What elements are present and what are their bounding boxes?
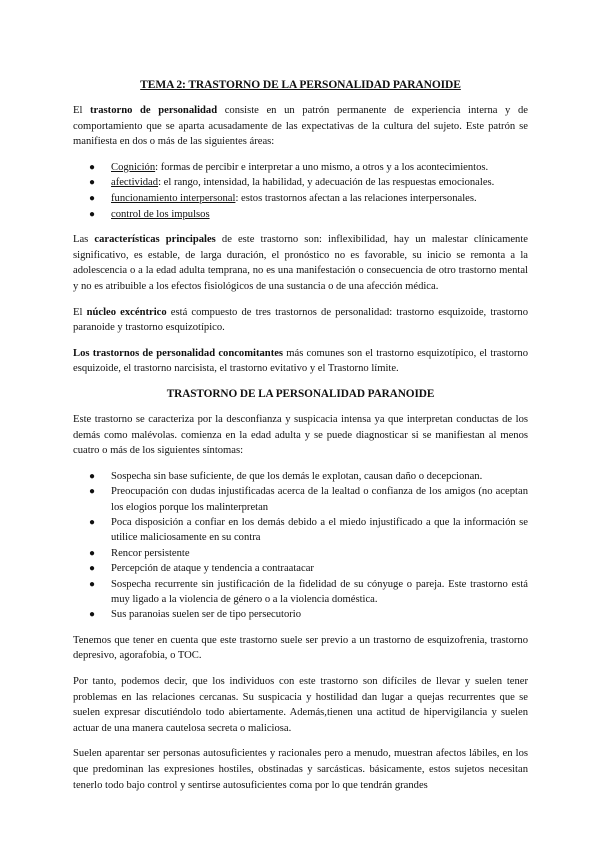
section-title: TRASTORNO DE LA PERSONALIDAD PARANOIDE bbox=[166, 387, 435, 400]
list-item: ● Preocupación con dudas injustificadas acerca de la lealtad o confianza de los amigos (no aceptan los elogios porque los malinterpretan bbox=[89, 486, 528, 513]
bullet-icon: ● bbox=[89, 470, 96, 482]
list-item: ● Rencor persistente bbox=[73, 546, 528, 561]
list-item: ● Sus paranoias suelen ser de tipo persecutorio bbox=[73, 607, 528, 622]
bullet-icon: ● bbox=[89, 486, 96, 498]
areas-list bbox=[73, 160, 528, 222]
list-item: ● afectividad: el rango, intensidad, la habilidad, y adecuación de las respuestas emocionales. bbox=[73, 175, 528, 191]
portanto-paragraph: Por tanto, podemos decir, que los individuos con este trastorno son difíciles de llevar y suelen tener problemas en las relaciones cercanas. Su suspicacia y hostilidad dan lugar a quejas recurrentes que se suelen expresar discutiéndolo todo abiertamente. Además,tienen una actitud de hipervigilancia y suelen actuar de una manera cautelosa secreta o maliciosa. bbox=[73, 675, 528, 734]
eccentric-paragraph: El núcleo excéntrico está compuesto de tres trastornos de personalidad: trastorno esquizoide, trastorno paranoide y trastorno esquizotípico. bbox=[73, 306, 528, 334]
suelen-paragraph: Suelen aparentar ser personas autosuficientes y racionales pero a menudo, muestran afectos lábiles, en los que predominan las expresiones hostiles, obstinadas y sarcásticas. básicamente, estos sujetos necesitan tenerlo todo bajo control y sentirse autosuficientes coma por lo que tendrán grandes bbox=[73, 748, 528, 791]
symptoms-list bbox=[73, 469, 528, 623]
bullet-icon: ● bbox=[89, 563, 96, 575]
list-item: ● Poca disposición a confiar en los demás debido a el miedo injustificado a que la información se utilice maliciosamente en su contra bbox=[89, 516, 528, 544]
bullet-icon: ● bbox=[89, 609, 96, 621]
intro-paragraph: El trastorno de personalidad consiste en un patrón permanente de experiencia interna y de comportamiento que se aparta acusadamente de las expectativas de la cultura del sujeto. Este patrón se manifiesta en dos o más de las siguientes áreas: bbox=[73, 105, 528, 148]
document-body bbox=[73, 78, 528, 803]
tenemos-paragraph: Tenemos que tener en cuenta que este trastorno suele ser previo a un trastorno de esquizofrenia, trastorno depresivo, agorafobia, o TOC. bbox=[73, 634, 528, 662]
bullet-icon: ● bbox=[89, 547, 96, 559]
characteristics-paragraph: Las características principales de este trastorno son: inflexibilidad, hay un malestar clínicamente significativo, es estable, de larga duración, el pronóstico no es favorable, su inicio se remonta a la adolescencia o a la edad adulta temprana, no es una manifestación o consecuencia de otro trastorno mental y no es atribuible a los efectos fisiológicos de una sustancia o de una afección médica. bbox=[73, 234, 528, 292]
term-trastorno-personalidad: trastorno de personalidad bbox=[90, 105, 218, 116]
list-item: ● Sospecha recurrente sin justificación de la fidelidad de su cónyuge o pareja. Este trastorno está muy ligado a la violencia de género o a la violencia doméstica. bbox=[89, 578, 528, 605]
bullet-icon: ● bbox=[89, 177, 96, 189]
section-intro-paragraph: Este trastorno se caracteriza por la desconfianza y suspicacia intensa ya que interpretan conductas de los demás como malévolas. comienza en la edad adulta y se puede diagnosticar si se manifiestan al menos cuatro o más de los siguientes síntomas: bbox=[73, 413, 528, 457]
bullet-icon: ● bbox=[89, 192, 96, 204]
bullet-icon: ● bbox=[89, 161, 96, 173]
concomitant-paragraph: Los trastornos de personalidad concomitantes más comunes son el trastorno esquizotípico, el trastorno esquizoide, el trastorno narcisista, el trastorno evitativo y el Trastorno límite. bbox=[73, 347, 528, 375]
bullet-icon: ● bbox=[89, 578, 96, 590]
list-item: ● Cognición: formas de percibir e interpretar a uno mismo, a otros y a los acontecimientos. bbox=[73, 160, 528, 176]
list-item: ● Sospecha sin base suficiente, de que los demás le explotan, causan daño o decepcionan. bbox=[73, 469, 528, 484]
bullet-icon: ● bbox=[89, 516, 96, 528]
page-title: TEMA 2: TRASTORNO DE LA PERSONALIDAD PARANOIDE bbox=[140, 79, 461, 91]
list-item: ● control de los impulsos bbox=[73, 207, 528, 223]
list-item: ● funcionamiento interpersonal: estos trastornos afectan a las relaciones interpersonales. bbox=[73, 191, 528, 207]
list-item: ● Percepción de ataque y tendencia a contraatacar bbox=[73, 561, 528, 576]
bullet-icon: ● bbox=[89, 208, 96, 220]
